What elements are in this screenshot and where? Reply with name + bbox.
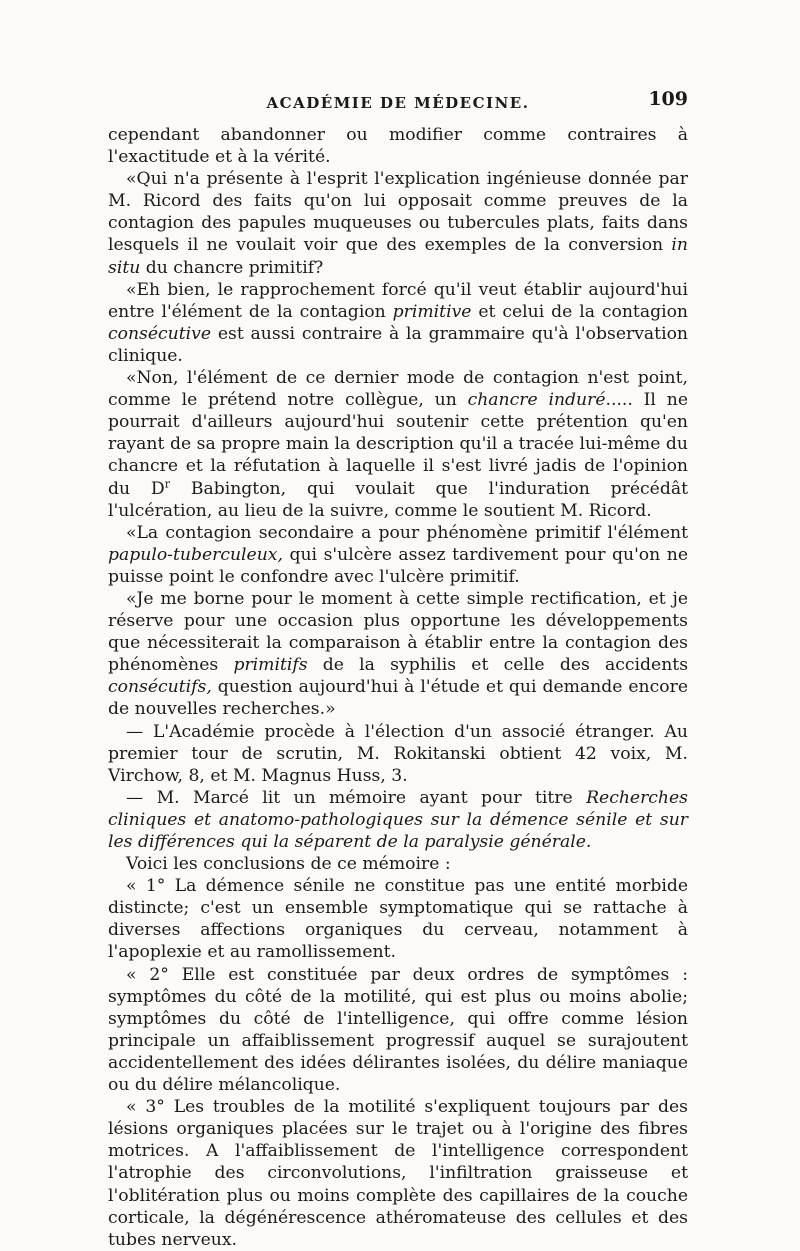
italic-text: in situ [108,235,688,278]
text-segment: de la syphilis et celle des accidents [307,655,689,676]
running-head-title: ACADÉMIE DE MÉDECINE. [266,94,530,112]
text-segment: ..... Il ne pourrait d'ailleurs aujourd'hui soutenir cette prétention qu'en rayant de sa propre main la description qu'il a tracée lui-même du chancre et la réfutation à laquelle il s'est livré jadis de l'opinion du D [108,390,688,499]
text-segment: « 2° Elle est constituée par deux ordres de symptômes : symptômes du côté de la motilité, qui est plus ou moins abolie; symptômes du côté de l'intelligence, qui offre comme lésion principale un affaiblissement progressif auquel se surajoutent accidentellement des idées délirantes isolées, du délire maniaque ou du délire mélancolique. [108,964,688,1096]
document-page [108,88,688,1251]
paragraph [108,168,688,278]
paragraph [108,588,688,721]
paragraph [108,787,688,853]
text-segment: «Qui n'a présente à l'esprit l'explication ingénieuse donnée par M. Ricord des faits qu'on lui opposait comme preuves de la contagion des papules muqueuses ou tubercules plats, faits dans lesquels il ne voulait voir que des exemples de la conversion [108,169,688,256]
text-segment: « 1° La démence sénile ne constitue pas une entité morbide distincte; c'est un ensemble symptomatique qui se rattache à diverses affections organiques du cerveau, notamment à l'apoplexie et au ramollissement. [108,876,688,963]
paragraph [108,522,688,588]
text-segment: qui s'ulcère assez tardivement pour qu'on ne puisse point le confondre avec l'ulcère primitif. [108,544,688,587]
text-segment: « 3° Les troubles de la motilité s'expliquent toujours par des lésions organiques placées sur le trajet ou à l'origine des fibres motrices. A l'affaiblissement de l'intelligence correspondent l'atrophie des circonvolutions, l'infiltration graisseuse et l'oblitération plus ou moins complète des capillaires de la couche corticale, la dégénérescence athéromateuse des cellules et des tubes nerveux. [108,1097,688,1250]
superscript-text: r [164,476,170,490]
text-segment: «La contagion secondaire a pour phénomène primitif l'élément [126,522,688,543]
running-head [108,88,688,118]
text-segment: — M. Marcé lit un mémoire ayant pour titre [126,787,587,808]
paragraph [108,964,688,1097]
text-segment: — L'Académie procède à l'élection d'un associé étranger. Au premier tour de scrutin, M. Rokitanski obtient 42 voix, M. Virchow, 8, et M. Magnus Huss, 3. [108,721,688,786]
text-segment: cependant abandonner ou modifier comme contraires à l'exactitude et à la vérité. [108,125,688,168]
text-segment: «Je me borne pour le moment à cette simple rectification, et je réserve pour une occasion plus opportune les développements que nécessiterait la comparaison à établir entre la contagion des phénomènes [108,588,688,676]
paragraph [108,853,688,875]
paragraph [108,721,688,787]
text-segment: est aussi contraire à la grammaire qu'à l'observation clinique. [108,323,688,366]
body-text [108,124,688,1251]
text-segment: «Eh bien, le rapprochement forcé qu'il veut établir aujourd'hui entre l'élément de la contagion [108,279,688,322]
text-segment: et celui de la contagion [471,301,688,322]
text-segment: Babington, qui voulait que l'induration précédât l'ulcération, au lieu de la suivre, comme le soutient M. Ricord. [108,478,688,521]
paragraph [108,875,688,963]
text-segment: question aujourd'hui à l'étude et qui demande encore de nouvelles recherches.» [108,677,688,720]
italic-text: consécutifs, [108,677,212,698]
paragraph [108,1096,688,1251]
text-segment: du chancre primitif? [140,257,324,278]
paragraph [108,124,688,168]
italic-text: Recherches cliniques et anatomo-pathologiques sur la démence sénile et sur les différences qui la séparent de la paralysie générale. [108,787,688,852]
text-segment: Voici les conclusions de ce mémoire : [126,854,451,875]
text-segment: «Non, l'élément de ce dernier mode de contagion n'est point, comme le prétend notre collègue, un [108,368,688,411]
italic-text: papulo-tuberculeux, [108,544,283,565]
italic-text: chancre induré [467,390,606,411]
paragraph [108,279,688,367]
paragraph [108,367,688,522]
italic-text: primitifs [233,655,308,676]
page-number: 109 [648,88,688,110]
italic-text: primitive [392,301,472,322]
italic-text: consécutive [108,323,212,344]
